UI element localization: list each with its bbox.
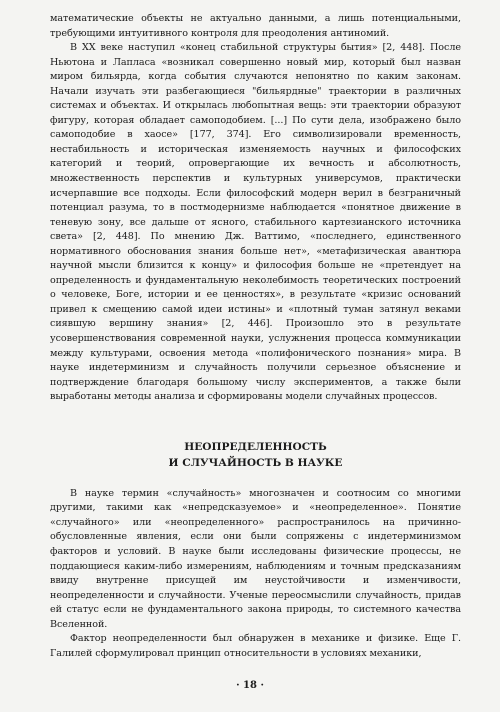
section-heading (50, 439, 461, 471)
paragraph-1: математические объекты не актуально данными, а лишь потенциальными, требующими интуитивного контроля для преодоления антиномий. (50, 13, 461, 39)
page-number: · 18 · (236, 680, 264, 691)
section-heading-line-1: НЕОПРЕДЕЛЕННОСТЬ (184, 440, 327, 453)
paragraph-4: Фактор неопределенности был обнаружен в механике и физике. Еще Г. Галилей сформулировал принцип относительности в условиях механики, (50, 633, 461, 659)
paragraph-3: В науке термин «случайность» многозначен и соотносим со многими другими, такими как «непредсказуемое» и «неопределенное». Понятие «случайного» или «неопределенного» распространилось на причинно-обусловленные явления, если они были сопряжены с индетерминизмом факторов и условий. В науке были исследованы физические процессы, не поддающиеся каким-либо измерениям, наблюдениям и точным предсказаниям ввиду внутренне присущей им неустойчивости и изменчивости, неопределенности и случайности. Ученые переосмыслили случайность, придав ей статус если не фундаментального закона природы, то системного качества Вселенной. (50, 487, 461, 630)
paragraph-2: В XX веке наступил «конец стабильной структуры бытия» [2, 448]. После Ньютона и Лапласа «возникал совершенно новый мир, который был назван миром бильярда, когда события случаются непонятно по каким законам. Начали изучать эти разбегающиеся "бильярдные" траектории в различных системах и объектах. И открылась любопытная вещь: эти траектории образуют фигуру, которая обладает самоподобием. [...] По сути дела, изображено было самоподобие в хаосе» [177, 374]. Его символизировали временность, нестабильность и историческая изменяемость научных и философских категорий и теорий, опровергающие их вечность и абсолютность, множественность перспектив и культурных универсумов, практически исчерпавшие все подходы. Если философский модерн верил в безграничный потенциал разума, то в постмодернизме наблюдается «понятное движение в теневую зону, все дальше от ясного, стабильного картезианского источника света» [2, 448]. По мнению Дж. Ваттимо, «последнего, единственного нормативного обоснования знания больше нет», «метафизическая авантюра научной мысли близится к концу» и философия больше не «претендует на определенность и фундаментальную неколебимость теоретических построений о человеке, Боге, истории и ее ценностях», в результате «кризис оснований привел к смещению самой идеи истины» и «плотный туман затянул веками сиявшую вершину знания» [2, 446]. Произошло это в результате усовершенствования современной науки, услужнения процесса коммуникации между культурами, освоения метода «полифонического познания» мира. В науке индетерминизм и случайность получили серьезное объяснение и подтверждение благодаря большому числу экспериментов, а также были выработаны методы анализа и сформированы модели случайных процессов. (50, 42, 461, 403)
section-heading-line-2: И СЛУЧАЙНОСТЬ В НАУКЕ (168, 456, 343, 469)
